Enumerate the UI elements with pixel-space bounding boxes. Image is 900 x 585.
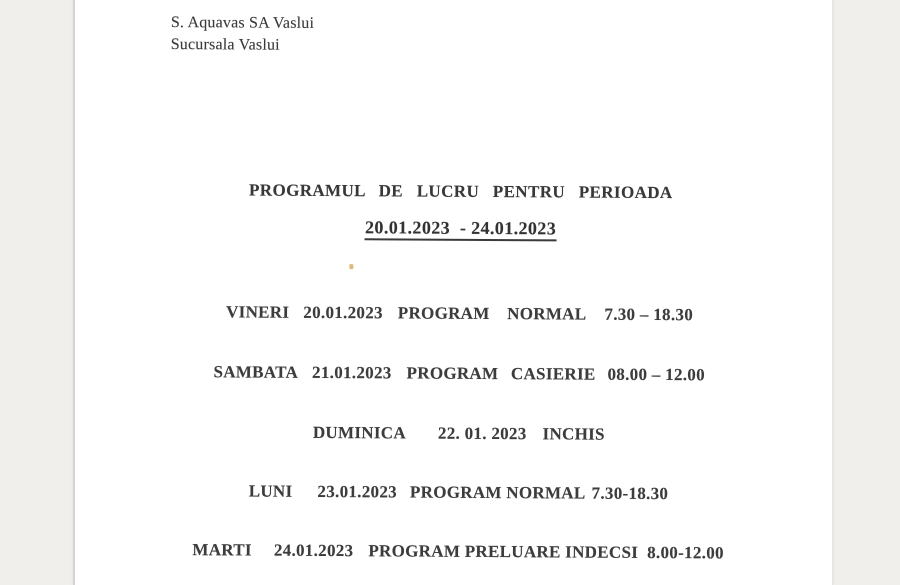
period-dates: 20.01.2023 - 24.01.2023 <box>365 217 556 241</box>
schedule-row <box>73 361 830 386</box>
schedule-date: 22. 01. 2023 <box>437 423 527 444</box>
schedule-hours: 8.00-12.00 <box>647 542 724 563</box>
schedule-row <box>72 480 829 505</box>
schedule-date: 23.01.2023 <box>317 481 398 502</box>
schedule-row <box>73 301 830 326</box>
schedule-hours: 7.30 – 18.30 <box>604 304 694 325</box>
document-title: PROGRAMUL DE LUCRU PENTRU PERIOADA <box>248 180 673 203</box>
schedule-day: DUMINICA <box>312 422 407 443</box>
schedule-program: INCHIS <box>542 424 605 444</box>
schedule-day: VINERI <box>226 302 290 322</box>
schedule-row <box>72 539 829 564</box>
schedule-hours: 08.00 – 12.00 <box>607 364 705 385</box>
schedule-program: PROGRAM NORMAL <box>397 303 587 324</box>
schedule-program: PROGRAM CASIERIE <box>406 363 596 384</box>
document-page <box>73 0 833 585</box>
schedule-date: 21.01.2023 <box>312 362 392 383</box>
schedule-program: PROGRAM NORMAL <box>409 482 586 503</box>
schedule-day: SAMBATA <box>213 362 299 382</box>
schedule-hours: 7.30-18.30 <box>591 483 669 504</box>
branch-name: Sucursala Vaslui <box>170 36 280 54</box>
schedule-date: 20.01.2023 <box>303 302 383 323</box>
schedule-list <box>71 0 832 585</box>
document-content <box>71 0 832 585</box>
schedule-day: LUNI <box>248 481 293 501</box>
schedule-day: MARTI <box>192 540 252 560</box>
company-name: S. Aquavas SA Vaslui <box>170 14 315 32</box>
schedule-date: 24.01.2023 <box>273 540 354 561</box>
schedule-row <box>72 421 829 446</box>
schedule-program: PROGRAM PRELUARE INDECSI <box>368 541 639 562</box>
